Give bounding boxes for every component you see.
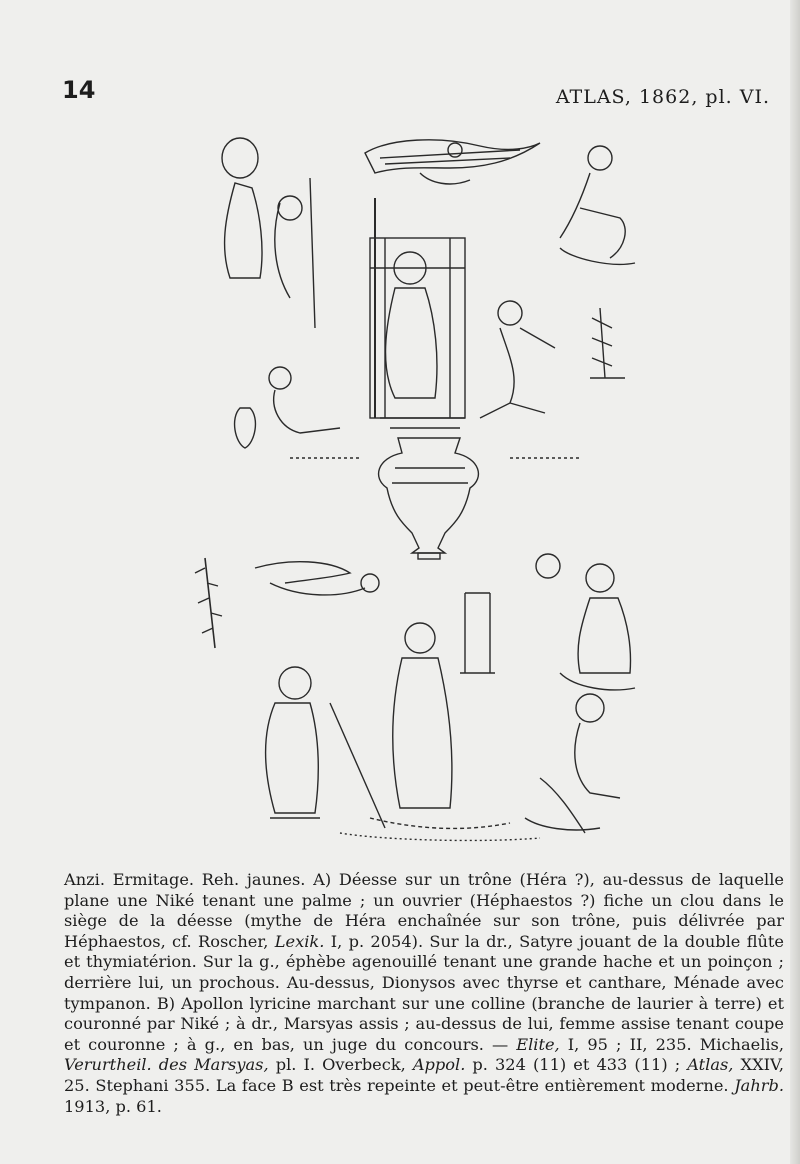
caption-text-1: Anzi. Ermitage. Reh. jaunes. A) Déesse sur un trône (Héra ?), au-dessus de laquelle plane une Niké tenant une palme ; un ouvrier (Héphaestos ?) fiche un clou dans le siège de la déesse (mythe de Héra enchaînée sur son trône, puis délivrée par Héphaestos, cf. Roscher, bbox=[64, 870, 784, 951]
caption-title-atlas: Atlas, bbox=[687, 1055, 734, 1075]
caption-title-jahrb: Jahrb. bbox=[734, 1075, 784, 1095]
caption-title-appol: Appol. bbox=[412, 1055, 466, 1075]
page-edge-shadow bbox=[790, 0, 800, 1164]
page-number: 14 bbox=[62, 76, 96, 104]
caption-text-4: pl. I. Overbeck, bbox=[268, 1055, 413, 1075]
caption-text-3: I, 95 ; II, 235. Michaelis, bbox=[559, 1034, 784, 1054]
running-head: ATLAS, 1862, pl. VI. bbox=[555, 86, 770, 108]
caption-text-2: I, p. 2054). Sur la dr., Satyre jouant de la double flûte et thymiatérion. Sur la g., éphèbe agenouillé tenant une grande hache et un poinçon ; derrière lui, un prochous. Au-dessus, Dionysos avec thyrse et canthare, Ménade avec tympanon. B) Apollon lyricine marchant sur une colline (branche de laurier à terre) et couronné par Niké ; à dr., Marsyas assis ; au-dessus de lui, femme assise tenant coupe et couronne ; à g., en bas, un juge du concours. — bbox=[64, 931, 785, 1054]
caption-title-verurtheil: Verurtheil. des Marsyas, bbox=[64, 1055, 269, 1075]
caption-text-5: p. 324 (11) et 433 (11) ; bbox=[465, 1055, 688, 1075]
caption-text-7: 1913, p. 61. bbox=[64, 1096, 162, 1116]
krater-vase-icon bbox=[379, 438, 479, 559]
vase-illustration-plate bbox=[180, 128, 650, 848]
vase-lower-scene-icon bbox=[195, 554, 635, 840]
plate-caption bbox=[64, 870, 784, 1117]
caption-title-lexik: Lexik. bbox=[274, 931, 325, 951]
vase-upper-scene-icon bbox=[222, 138, 635, 458]
caption-text-6: XXIV, 25. Stephani 355. La face B est très repeinte et peut-être entièrement moderne. bbox=[64, 1055, 784, 1095]
caption-title-elite: Elite, bbox=[516, 1034, 560, 1054]
